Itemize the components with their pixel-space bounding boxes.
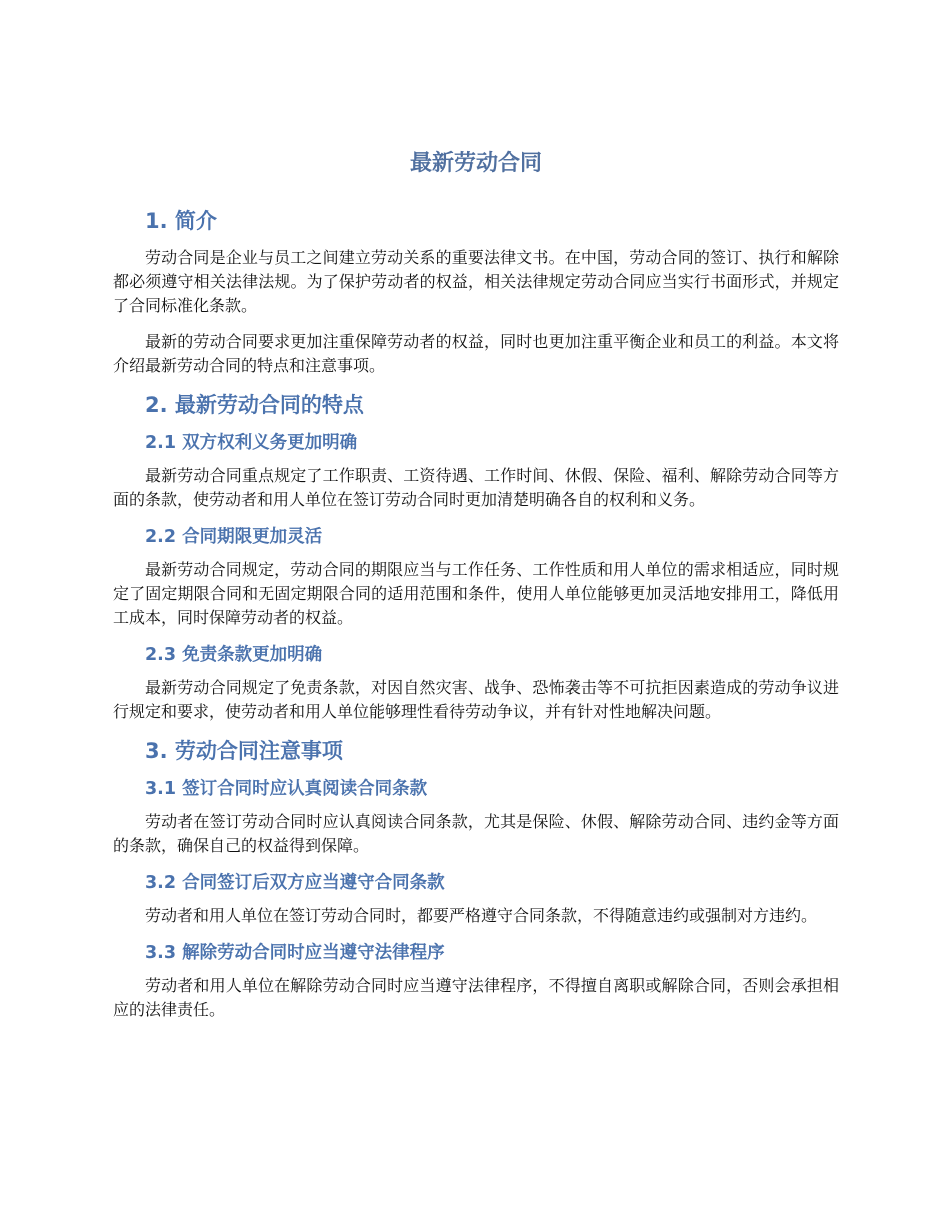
- subsection-paragraph-3-3: 劳动者和用人单位在解除劳动合同时应当遵守法律程序，不得擅自离职或解除合同，否则会承担相应的法律责任。: [113, 976, 839, 1019]
- document-title: 最新劳动合同: [409, 151, 542, 176]
- subsection-paragraph-3-1: 劳动者在签订劳动合同时应认真阅读合同条款，尤其是保险、休假、解除劳动合同、违约金等方面的条款，确保自己的权益得到保障。: [113, 812, 839, 855]
- subsection-heading-3-1: 3.1 签订合同时应认真阅读合同条款: [145, 779, 428, 799]
- section-heading-intro: 1. 简介: [145, 209, 217, 233]
- subsection-paragraph-3-2: 劳动者和用人单位在签订劳动合同时，都要严格遵守合同条款，不得随意违约或强制对方违约。: [145, 906, 818, 925]
- section-heading-features: 2. 最新劳动合同的特点: [145, 393, 364, 417]
- section-heading-notes: 3. 劳动合同注意事项: [145, 739, 343, 763]
- subsection-heading-3-3: 3.3 解除劳动合同时应当遵守法律程序: [145, 943, 445, 963]
- subsection-paragraph-2-2: 最新劳动合同规定，劳动合同的期限应当与工作任务、工作性质和用人单位的需求相适应，同时规定了固定期限合同和无固定期限合同的适用范围和条件，使用人单位能够更加灵活地安排用工，降低用工成本，同时保障劳动者的权益。: [113, 560, 839, 627]
- intro-paragraph-2: 最新的劳动合同要求更加注重保障劳动者的权益，同时也更加注重平衡企业和员工的利益。本文将介绍最新劳动合同的特点和注意事项。: [113, 332, 839, 375]
- subsection-paragraph-2-3: 最新劳动合同规定了免责条款，对因自然灾害、战争、恐怖袭击等不可抗拒因素造成的劳动争议进行规定和要求，使劳动者和用人单位能够理性看待劳动争议，并有针对性地解决问题。: [113, 678, 839, 721]
- intro-paragraph-1: 劳动合同是企业与员工之间建立劳动关系的重要法律文书。在中国，劳动合同的签订、执行和解除都必须遵守相关法律法规。为了保护劳动者的权益，相关法律规定劳动合同应当实行书面形式，并规定了合同标准化条款。: [113, 248, 839, 315]
- document-page: [113, 140, 839, 1034]
- subsection-heading-2-3: 2.3 免责条款更加明确: [145, 645, 323, 665]
- subsection-heading-2-2: 2.2 合同期限更加灵活: [145, 527, 323, 547]
- subsection-heading-3-2: 3.2 合同签订后双方应当遵守合同条款: [145, 873, 445, 893]
- subsection-paragraph-2-1: 最新劳动合同重点规定了工作职责、工资待遇、工作时间、休假、保险、福利、解除劳动合同等方面的条款，使劳动者和用人单位在签订劳动合同时更加清楚明确各自的权利和义务。: [113, 466, 839, 509]
- subsection-heading-2-1: 2.1 双方权利义务更加明确: [145, 433, 358, 453]
